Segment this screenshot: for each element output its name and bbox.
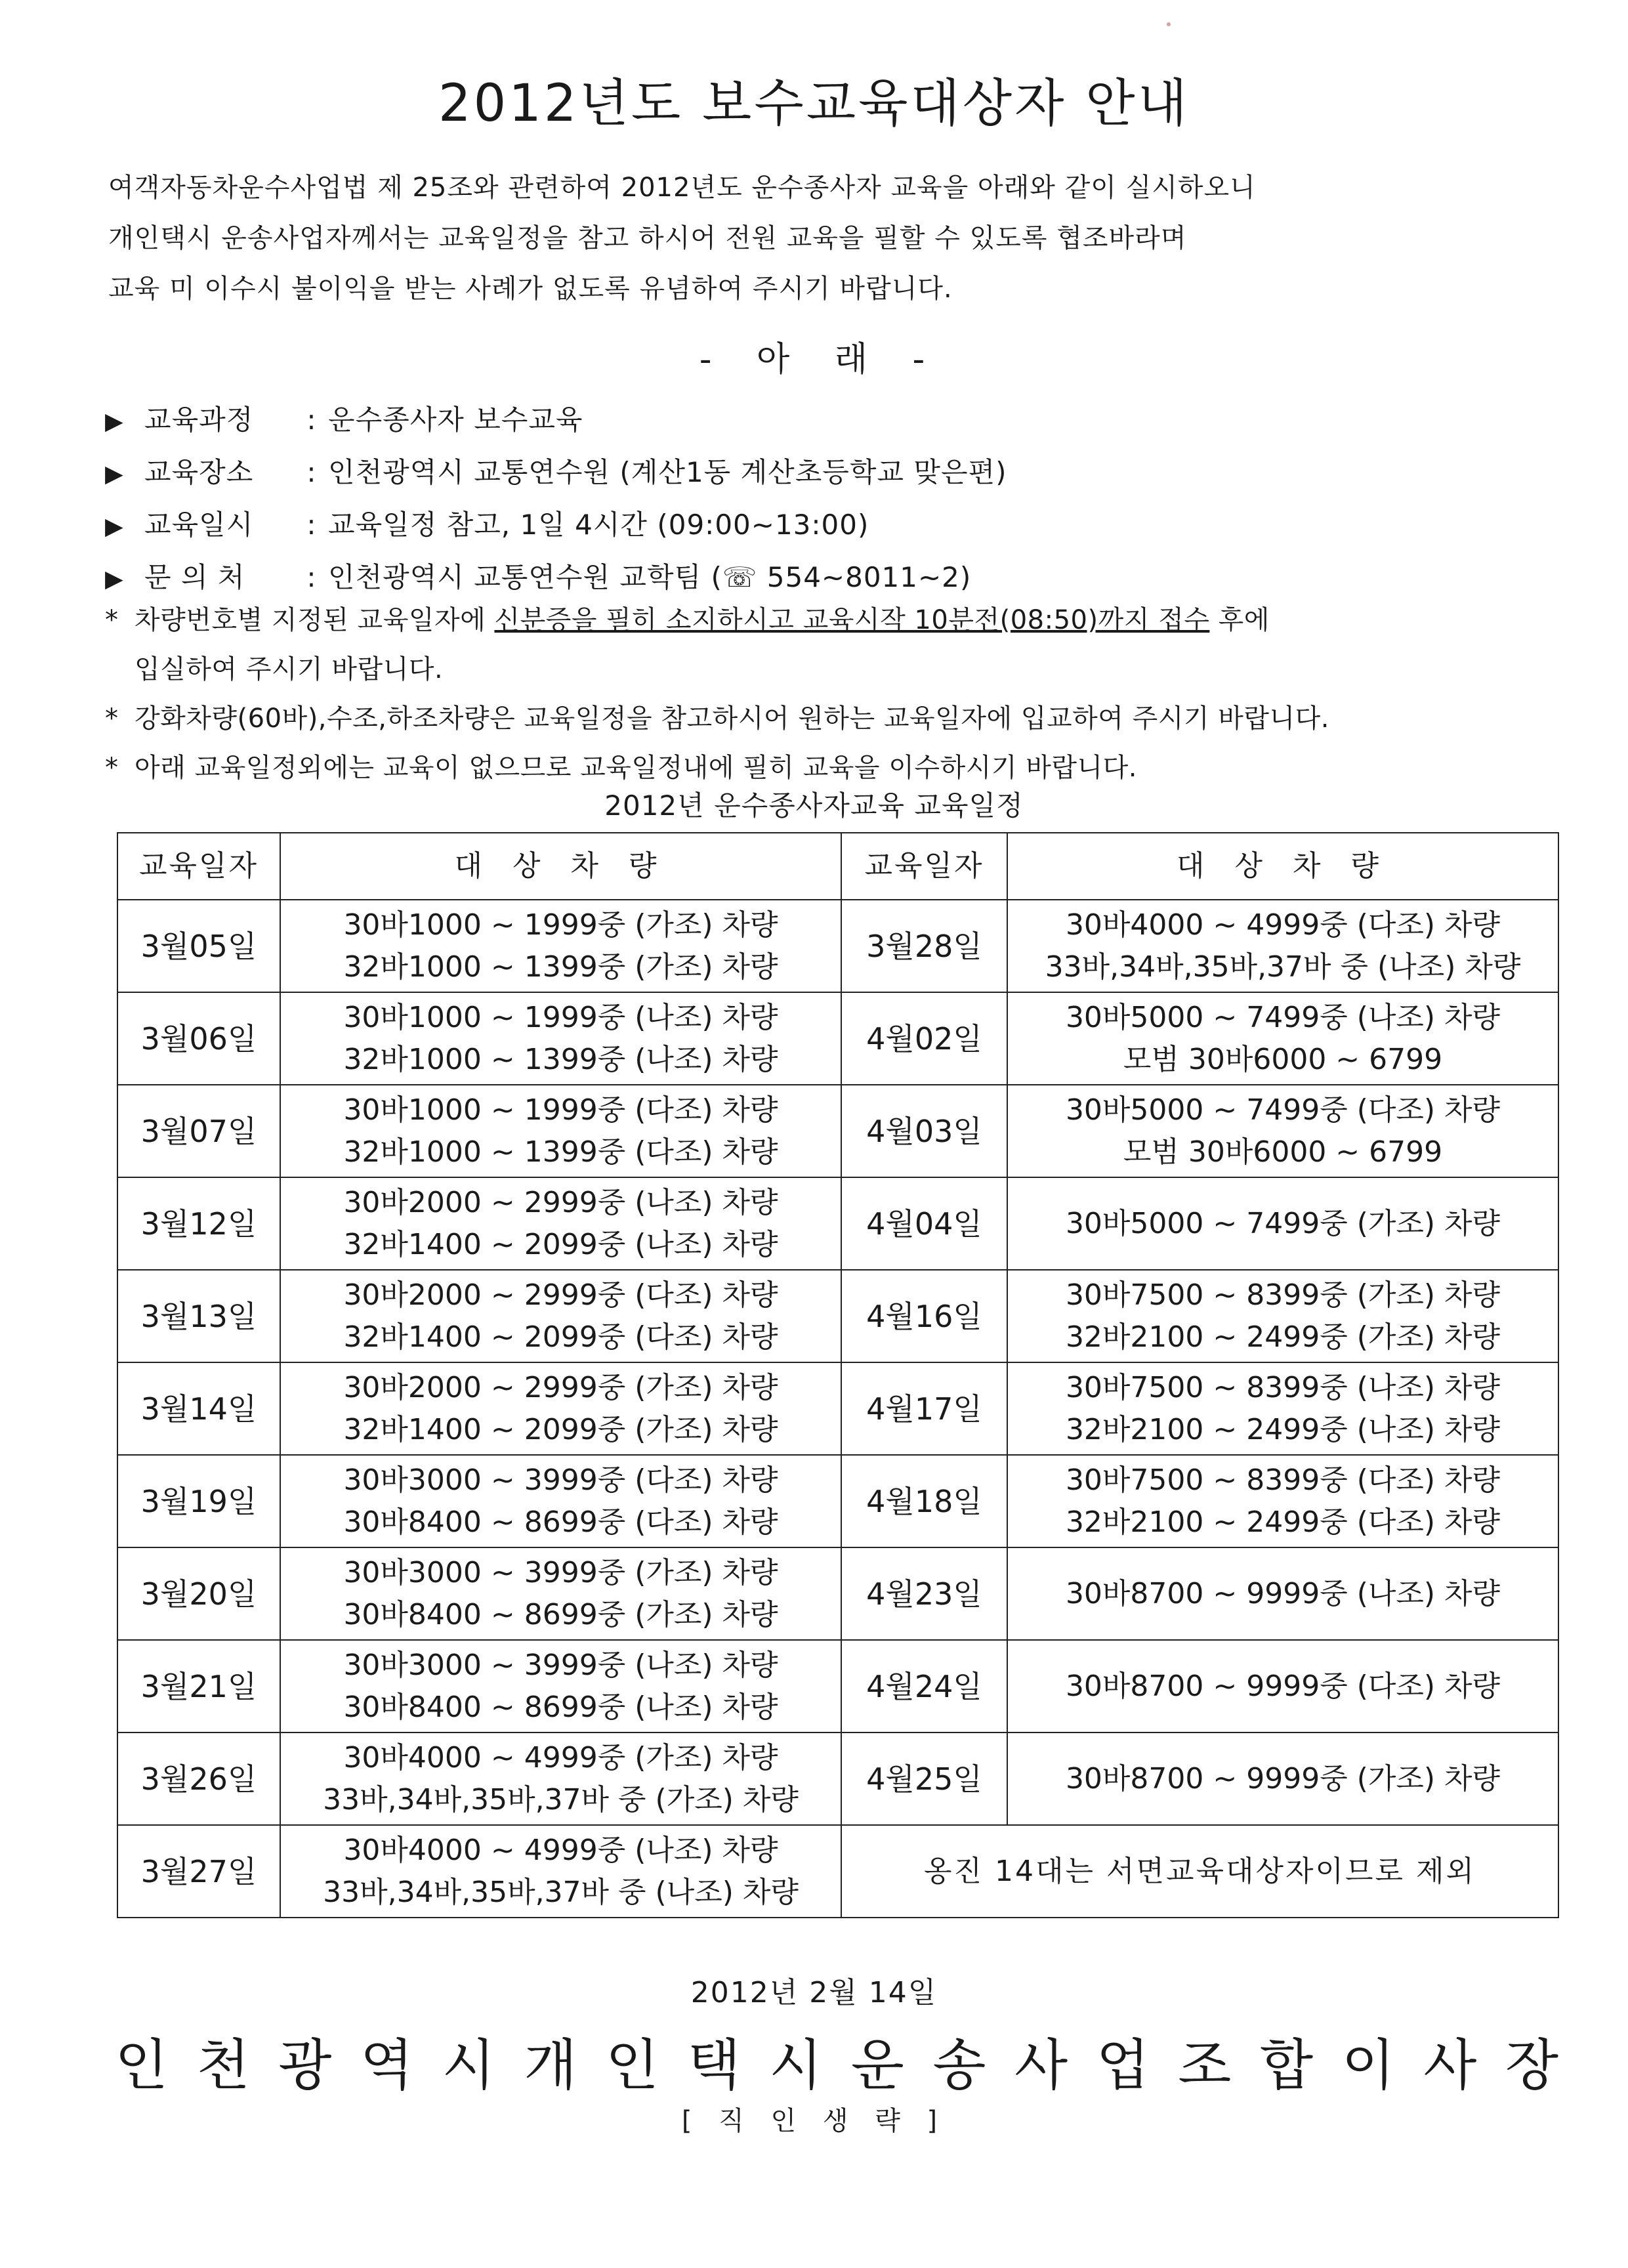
info-label: 교육일시 <box>144 509 254 541</box>
info-list <box>105 394 1581 604</box>
table-header-row <box>117 833 1558 900</box>
vehicle-range-line: 30바8700 ~ 9999중 (나조) 차량 <box>1065 1576 1501 1610</box>
vehicle-range-line: 모범 30바6000 ~ 6799 <box>1123 1042 1443 1076</box>
asterisk-icon: * <box>105 704 119 734</box>
vehicle-range-line: 30바3000 ~ 3999중 (가조) 차량 <box>343 1555 778 1589</box>
vehicle-cell <box>1007 1177 1558 1270</box>
info-label: 교육과정 <box>144 404 254 436</box>
info-item-contact: ▶ 문 의 처 : 인천광역시 교통연수원 교학팀 (☏ 554~8011~2) <box>105 551 1581 604</box>
vehicle-range-line: 30바1000 ~ 1999중 (나조) 차량 <box>343 1000 778 1034</box>
vehicle-range-line: 30바5000 ~ 7499중 (다조) 차량 <box>1065 1093 1501 1127</box>
date-cell: 3월06일 <box>117 992 280 1085</box>
vehicle-range-line: 30바2000 ~ 2999중 (다조) 차량 <box>343 1278 778 1312</box>
vehicle-range-line: 33바,34바,35바,37바 중 (가조) 차량 <box>323 1782 799 1816</box>
vehicle-range-line: 33바,34바,35바,37바 중 (나조) 차량 <box>323 1875 799 1909</box>
date-cell: 3월28일 <box>841 900 1007 992</box>
date-cell: 3월19일 <box>117 1455 280 1547</box>
table-row <box>117 1640 1558 1732</box>
vehicle-cell <box>1007 1085 1558 1177</box>
vehicle-range-line: 30바3000 ~ 3999중 (나조) 차량 <box>343 1648 778 1682</box>
vehicle-cell <box>280 1455 841 1547</box>
vehicle-range-line: 32바2100 ~ 2499중 (가조) 차량 <box>1065 1320 1501 1354</box>
vehicle-cell <box>280 992 841 1085</box>
vehicle-range-line: 30바4000 ~ 4999중 (다조) 차량 <box>1065 908 1501 942</box>
intro-line: 개인택시 운송사업자께서는 교육일정을 참고 하시어 전원 교육을 필할 수 있도록 협조바라며 <box>108 223 1187 253</box>
vehicle-range-line: 30바8400 ~ 8699중 (다조) 차량 <box>343 1505 778 1539</box>
info-item-course: ▶ 교육과정 : 운수종사자 보수교육 <box>105 394 1581 446</box>
info-item-datetime: ▶ 교육일시 : 교육일정 참고, 1일 4시간 (09:00~13:00) <box>105 499 1581 551</box>
vehicle-range-line: 32바1400 ~ 2099중 (나조) 차량 <box>343 1227 778 1261</box>
vehicle-range-line: 33바,34바,35바,37바 중 (나조) 차량 <box>1045 950 1521 984</box>
issue-date: 2012년 2월 14일 <box>690 1976 938 2009</box>
note-item: * 차량번호별 지정된 교육일자에 신분증을 필히 소지하시고 교육시작 10분전(08:50)까지 접수 후에 <box>105 596 1588 645</box>
date-cell: 4월23일 <box>841 1547 1007 1640</box>
vehicle-cell <box>280 1362 841 1455</box>
date-cell: 4월02일 <box>841 992 1007 1085</box>
table-row <box>117 1362 1558 1455</box>
table-row <box>117 1825 1558 1918</box>
vehicle-cell <box>280 1825 841 1918</box>
vehicle-range-line: 30바3000 ~ 3999중 (다조) 차량 <box>343 1463 778 1497</box>
vehicle-cell <box>1007 1640 1558 1732</box>
date-cell: 3월20일 <box>117 1547 280 1640</box>
table-body <box>117 900 1558 1918</box>
table-row <box>117 1085 1558 1177</box>
info-label: 교육장소 <box>144 456 254 488</box>
vehicle-cell <box>1007 992 1558 1085</box>
intro-line: 여객자동차운수사업법 제 25조와 관련하여 2012년도 운수종사자 교육을 아래와 같이 실시하오니 <box>108 173 1256 203</box>
date-cell: 4월24일 <box>841 1640 1007 1732</box>
date-cell: 4월17일 <box>841 1362 1007 1455</box>
info-value: 교육일정 참고, 1일 4시간 (09:00~13:00) <box>328 509 869 541</box>
intro-paragraph <box>108 163 1552 314</box>
info-label: 문 의 처 <box>144 561 245 593</box>
vehicle-range-line: 30바1000 ~ 1999중 (가조) 차량 <box>343 908 778 942</box>
vehicle-range-line: 30바2000 ~ 2999중 (나조) 차량 <box>343 1185 778 1219</box>
column-header: 교육일자 <box>117 833 280 900</box>
note-continuation: 입실하여 주시기 바랍니다. <box>135 654 444 684</box>
triangle-bullet-icon: ▶ <box>105 408 124 435</box>
date-cell: 4월25일 <box>841 1732 1007 1825</box>
triangle-bullet-icon: ▶ <box>105 513 124 540</box>
vehicle-range-line: 30바8700 ~ 9999중 (가조) 차량 <box>1065 1761 1501 1796</box>
vehicle-cell <box>1007 1270 1558 1362</box>
date-cell: 3월26일 <box>117 1732 280 1825</box>
date-cell: 3월05일 <box>117 900 280 992</box>
vehicle-range-line: 32바2100 ~ 2499중 (나조) 차량 <box>1065 1412 1501 1446</box>
vehicle-range-line: 32바1000 ~ 1399중 (가조) 차량 <box>343 950 778 984</box>
date-cell: 4월16일 <box>841 1270 1007 1362</box>
info-value: 인천광역시 교통연수원 (계산1동 계산초등학교 맞은편) <box>328 456 1007 488</box>
vehicle-range-line: 30바2000 ~ 2999중 (가조) 차량 <box>343 1370 778 1404</box>
date-cell: 3월27일 <box>117 1825 280 1918</box>
vehicle-cell <box>1007 900 1558 992</box>
vehicle-range-line: 30바8400 ~ 8699중 (가조) 차량 <box>343 1597 778 1631</box>
vehicle-cell <box>280 1640 841 1732</box>
vehicle-range-line: 모범 30바6000 ~ 6799 <box>1123 1135 1443 1169</box>
vehicle-cell <box>1007 1362 1558 1455</box>
vehicle-cell <box>1007 1547 1558 1640</box>
notes-list <box>105 596 1588 793</box>
vehicle-cell <box>280 1085 841 1177</box>
vehicle-range-line: 32바1000 ~ 1399중 (나조) 차량 <box>343 1042 778 1076</box>
intro-line: 교육 미 이수시 불이익을 받는 사례가 없도록 유념하여 주시기 바랍니다. <box>108 274 953 304</box>
vehicle-range-line: 30바8700 ~ 9999중 (다조) 차량 <box>1065 1669 1501 1703</box>
vehicle-cell <box>280 1177 841 1270</box>
date-cell: 3월14일 <box>117 1362 280 1455</box>
schedule-title: 2012년 운수종사자교육 교육일정 <box>604 789 1024 822</box>
underlined-text: 신분증을 필히 소지하시고 교육시작 10분전(08:50)까지 접수 <box>494 605 1210 635</box>
vehicle-range-line: 32바1400 ~ 2099중 (가조) 차량 <box>343 1412 778 1446</box>
table-row <box>117 1547 1558 1640</box>
column-header: 대 상 차 량 <box>1007 833 1558 900</box>
vehicle-range-line: 30바7500 ~ 8399중 (나조) 차량 <box>1065 1370 1501 1404</box>
vehicle-cell <box>1007 1455 1558 1547</box>
vehicle-range-line: 32바1400 ~ 2099중 (다조) 차량 <box>343 1320 778 1354</box>
scan-speck <box>1167 22 1171 26</box>
vehicle-cell <box>280 1547 841 1640</box>
table-row <box>117 1455 1558 1547</box>
note-item: * 강화차량(60바),수조,하조차량은 교육일정을 참고하시어 원하는 교육일자에 입교하여 주시기 바랍니다. <box>105 694 1588 744</box>
triangle-bullet-icon: ▶ <box>105 566 124 593</box>
info-value: 운수종사자 보수교육 <box>328 404 583 436</box>
vehicle-cell <box>1007 1732 1558 1825</box>
triangle-bullet-icon: ▶ <box>105 461 124 488</box>
table-row <box>117 1270 1558 1362</box>
vehicle-cell <box>280 1270 841 1362</box>
table-row <box>117 1732 1558 1825</box>
date-cell: 3월21일 <box>117 1640 280 1732</box>
vehicle-range-line: 30바1000 ~ 1999중 (다조) 차량 <box>343 1093 778 1127</box>
date-cell: 4월18일 <box>841 1455 1007 1547</box>
schedule-table <box>117 832 1559 1918</box>
signer-name: 인 천 광 역 시 개 인 택 시 운 송 사 업 조 합 이 사 장 <box>115 2033 1558 2097</box>
arae-heading: - 아 래 - <box>699 340 929 379</box>
note-item: * 아래 교육일정외에는 교육이 없으므로 교육일정내에 필히 교육을 이수하시기 바랍니다. <box>105 744 1588 793</box>
table-row <box>117 992 1558 1085</box>
date-cell: 3월13일 <box>117 1270 280 1362</box>
date-cell: 3월12일 <box>117 1177 280 1270</box>
vehicle-range-line: 30바4000 ~ 4999중 (가조) 차량 <box>343 1740 778 1774</box>
asterisk-icon: * <box>105 753 119 783</box>
seal-note: [ 직 인 생 략 ] <box>681 2106 947 2136</box>
column-header: 교육일자 <box>841 833 1007 900</box>
column-header: 대 상 차 량 <box>280 833 841 900</box>
date-cell: 3월07일 <box>117 1085 280 1177</box>
date-cell: 4월04일 <box>841 1177 1007 1270</box>
date-cell: 4월03일 <box>841 1085 1007 1177</box>
vehicle-range-line: 30바5000 ~ 7499중 (나조) 차량 <box>1065 1000 1501 1034</box>
table-row <box>117 1177 1558 1270</box>
exclusion-note-cell: 옹진 14대는 서면교육대상자이므로 제외 <box>841 1825 1558 1918</box>
vehicle-range-line: 32바1000 ~ 1399중 (다조) 차량 <box>343 1135 778 1169</box>
vehicle-cell <box>280 900 841 992</box>
info-item-location: ▶ 교육장소 : 인천광역시 교통연수원 (계산1동 계산초등학교 맞은편) <box>105 446 1581 499</box>
vehicle-range-line: 30바4000 ~ 4999중 (나조) 차량 <box>343 1833 778 1867</box>
asterisk-icon: * <box>105 605 119 635</box>
vehicle-range-line: 30바5000 ~ 7499중 (가조) 차량 <box>1065 1206 1501 1240</box>
vehicle-range-line: 30바8400 ~ 8699중 (나조) 차량 <box>343 1690 778 1724</box>
info-value: 인천광역시 교통연수원 교학팀 (☏ 554~8011~2) <box>328 561 972 593</box>
table-row <box>117 900 1558 992</box>
vehicle-range-line: 32바2100 ~ 2499중 (다조) 차량 <box>1065 1505 1501 1539</box>
vehicle-range-line: 30바7500 ~ 8399중 (다조) 차량 <box>1065 1463 1501 1497</box>
vehicle-range-line: 30바7500 ~ 8399중 (가조) 차량 <box>1065 1278 1501 1312</box>
vehicle-cell <box>280 1732 841 1825</box>
document-title: 2012년도 보수교육대상자 안내 <box>438 74 1190 133</box>
